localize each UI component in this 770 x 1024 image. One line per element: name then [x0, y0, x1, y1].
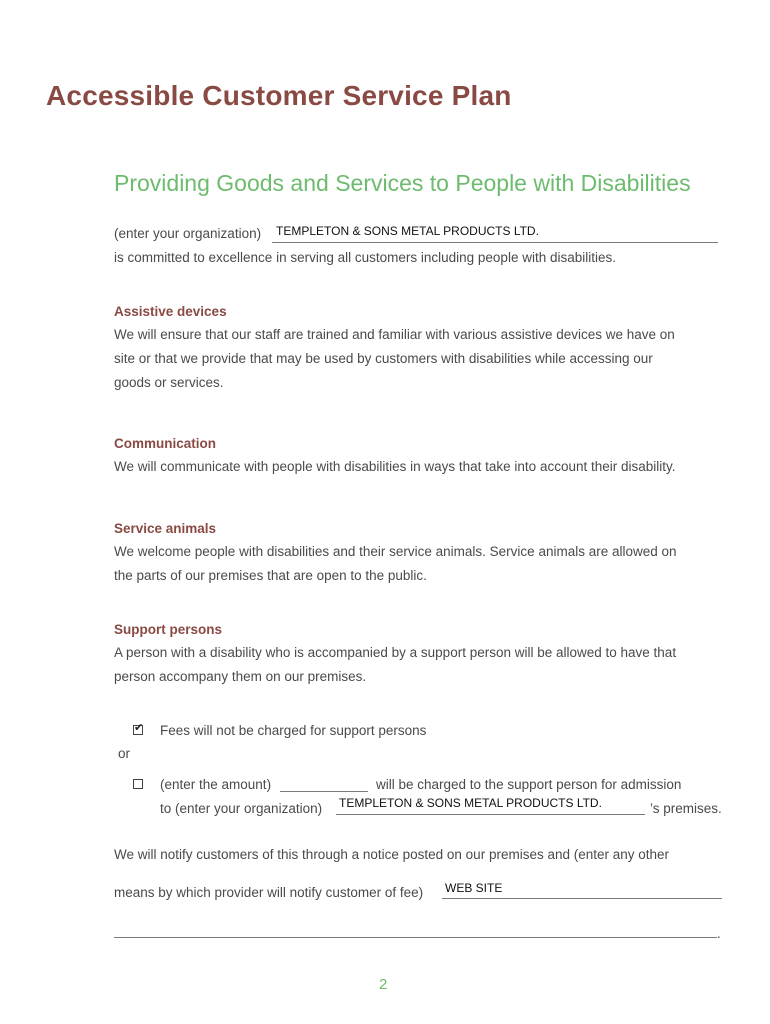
section-line: A person with a disability who is accompanied by a support person will be allowed to have that [114, 645, 677, 660]
section-line: We will communicate with people with disabilities in ways that take into account their disability. [114, 459, 676, 474]
to-org-label: to (enter your organization) [160, 801, 323, 816]
amount-after-text: will be charged to the support person for admission [376, 777, 682, 792]
no-fee-label: Fees will not be charged for support persons [160, 723, 427, 738]
section-line: person accompany them on our premises. [114, 669, 367, 684]
check-icon: ✔ [134, 722, 144, 734]
fee-org-field-value: TEMPLETON & SONS METAL PRODUCTS LTD. [339, 796, 602, 810]
notify-means-value: WEB SITE [445, 881, 503, 895]
section-heading-communication: Communication [114, 436, 217, 451]
fee-amount-checkbox[interactable] [133, 779, 143, 789]
fee-org-field[interactable] [336, 796, 645, 815]
section-line: goods or services. [114, 375, 224, 390]
section-heading-assistive-devices: Assistive devices [114, 304, 227, 319]
section-line: We will ensure that our staff are trained and familiar with various assistive devices we have on [114, 327, 675, 342]
notify-period: . [717, 926, 721, 941]
org-field-value: TEMPLETON & SONS METAL PRODUCTS LTD. [276, 224, 539, 238]
notify-line-1: We will notify customers of this through a notice posted on our premises and (enter any other [114, 847, 670, 862]
section-line: the parts of our premises that are open to the public. [114, 568, 427, 583]
section-heading-support-persons: Support persons [114, 622, 223, 637]
no-fee-checkbox[interactable] [133, 722, 144, 735]
section-heading-service-animals: Service animals [114, 521, 217, 536]
section-line: site or that we provide that may be used by customers with disabilities while accessing our [114, 351, 653, 366]
section-line: We welcome people with disabilities and their service animals. Service animals are allowed on [114, 544, 677, 559]
amount-label: (enter the amount) [160, 777, 272, 792]
notify-means-label: means by which provider will notify customer of fee) [114, 885, 424, 900]
amount-field[interactable] [280, 777, 368, 792]
org-intro-text: is committed to excellence in serving all customers including people with disabilities. [114, 250, 616, 265]
page-subtitle: Providing Goods and Services to People with Disabilities [114, 170, 691, 196]
page-title: Accessible Customer Service Plan [46, 80, 512, 111]
org-field[interactable] [272, 224, 718, 243]
org-label: (enter your organization) [114, 226, 262, 241]
page-number: 2 [379, 976, 388, 993]
notify-means-field[interactable] [442, 881, 722, 899]
premises-suffix: ’s premises. [650, 801, 722, 816]
or-text: or [118, 746, 131, 761]
notify-extra-field[interactable] [114, 923, 717, 938]
